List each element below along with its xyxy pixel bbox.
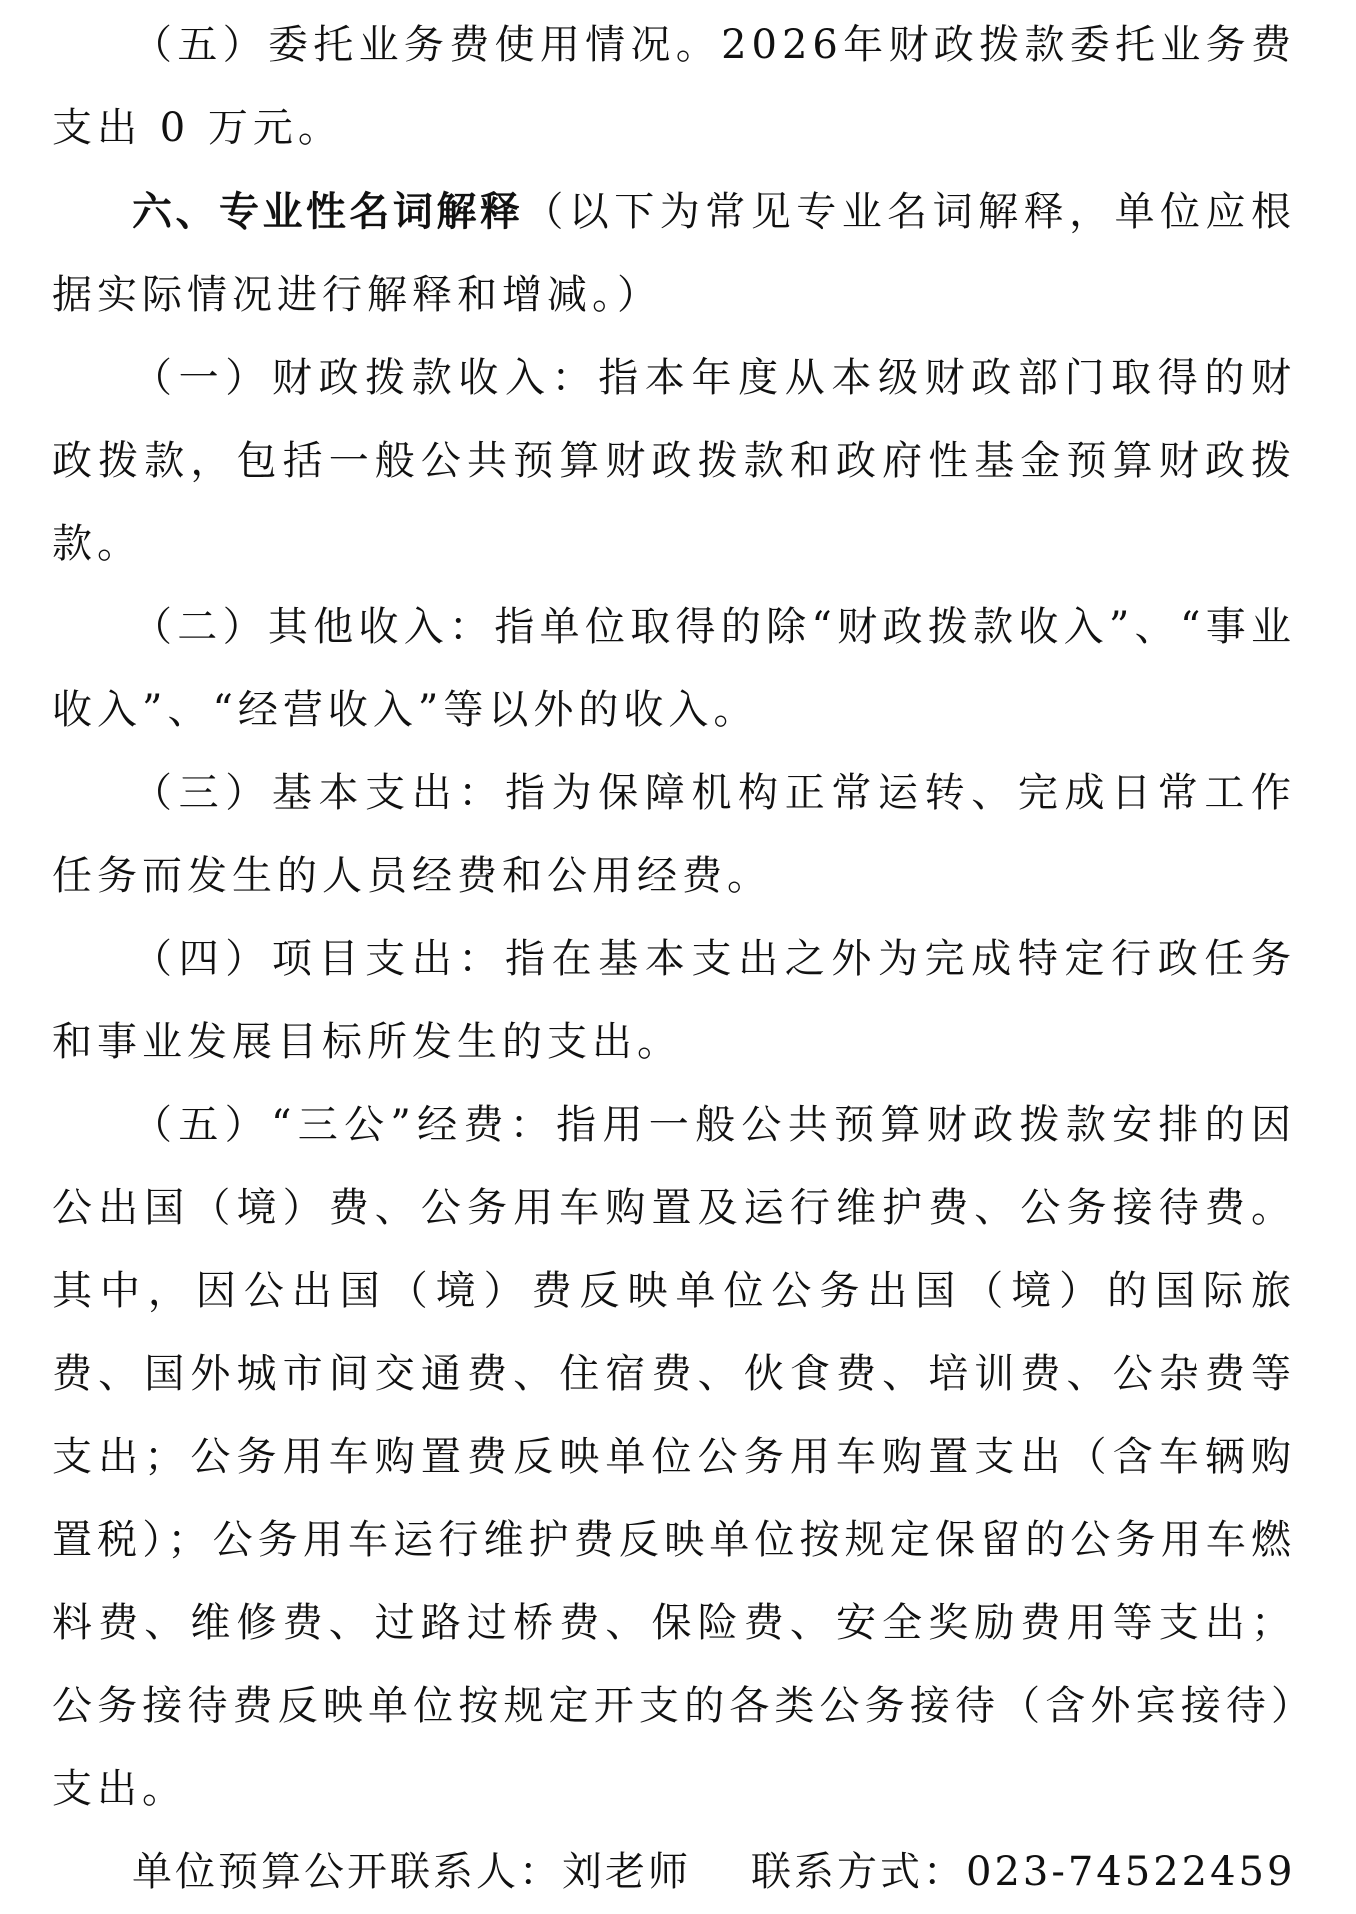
contact-person: 单位预算公开联系人：刘老师 <box>132 1849 691 1895</box>
section-heading-note: （以下为常见专业名词解释，单位应根据实际情况进行解释和增减。） <box>52 189 1297 318</box>
paragraph-fiscal-income: （一）财政拨款收入：指本年度从本级财政部门取得的财政拨款，包括一般公共预算财政拨款和政府性基金预算财政拨款。 <box>52 355 1296 567</box>
paragraph-entrusted-fee: （五）委托业务费使用情况。2026年财政拨款委托业务费支出 0 万元。 <box>52 22 1296 151</box>
paragraph-three-public-funds: （五）“三公”经费：指用一般公共预算财政拨款安排的因公出国（境）费、公务用车购置及运行维护费、公务接待费。其中，因公出国（境）费反映单位公务出国（境）的国际旅费、国外城市间交通费、住宿费、伙食费、培训费、公杂费等支出；公务用车购置费反映单位公务用车购置支出（含车辆购置税）；公务用车运行维护费反映单位按规定保留的公务用车燃料费、维修费、过路过桥费、保险费、安全奖励费用等支出；公务接待费反映单位按规定开支的各类公务接待（含外宾接待）支出。 <box>52 1102 1296 1812</box>
paragraph-basic-expenditure: （三）基本支出：指为保障机构正常运转、完成日常工作任务而发生的人员经费和公用经费。 <box>52 770 1296 899</box>
paragraph-project-expenditure: （四）项目支出：指在基本支出之外为完成特定行政任务和事业发展目标所发生的支出。 <box>52 936 1296 1065</box>
contact-line <box>52 1831 1296 1914</box>
contact-phone: 联系方式：023-74522459 <box>751 1849 1296 1895</box>
paragraph-other-income: （二）其他收入：指单位取得的除“财政拨款收入”、“事业收入”、“经营收入”等以外的收入。 <box>52 604 1296 733</box>
section-heading: 六、专业性名词解释 <box>132 188 524 235</box>
paragraph-terms-heading <box>52 170 1296 337</box>
